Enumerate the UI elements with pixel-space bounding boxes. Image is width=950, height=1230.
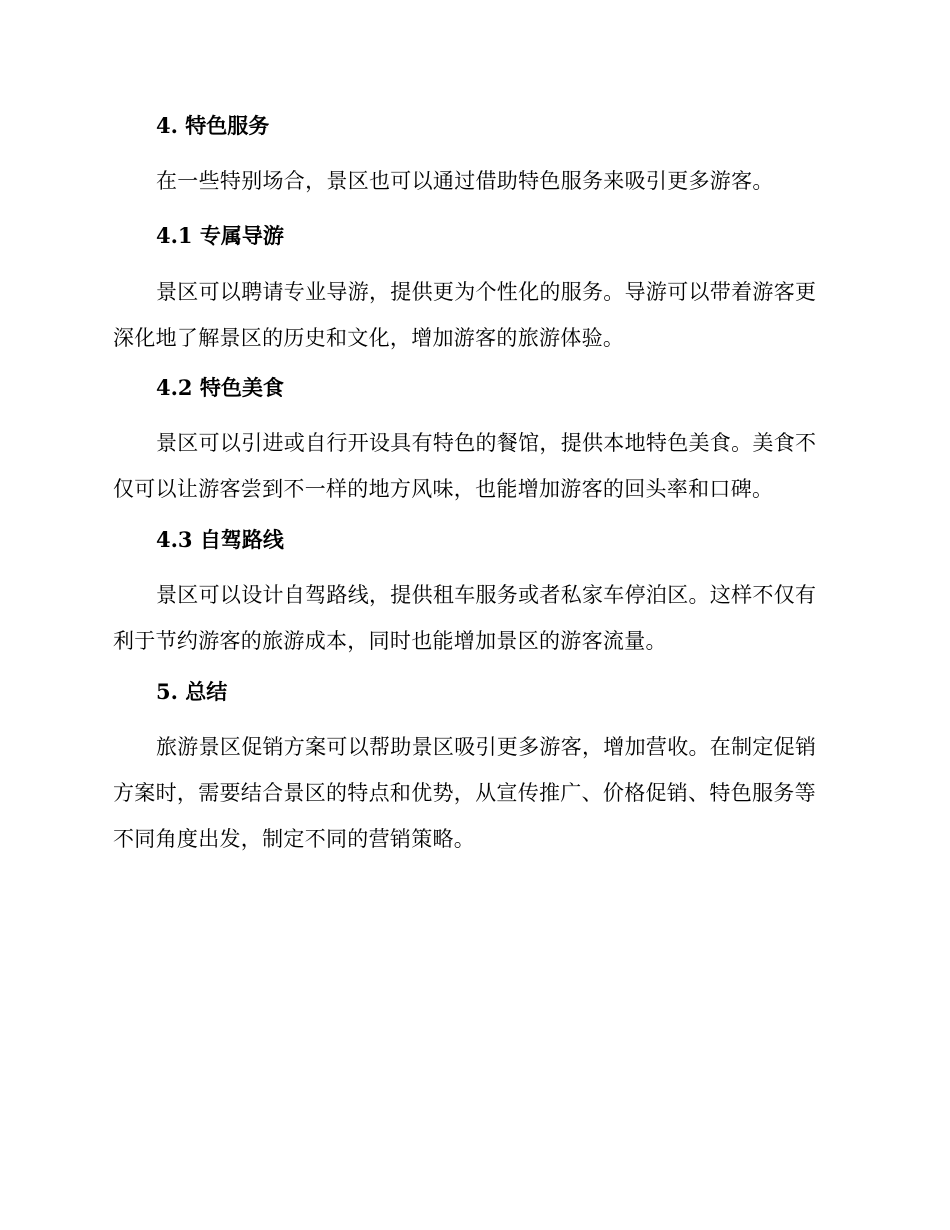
section-paragraph-exclusive-guide: 景区可以聘请专业导游，提供更为个性化的服务。导游可以带着游客更深化地了解景区的历史和文化，增加游客的旅游体验。 xyxy=(113,280,817,350)
section-paragraph-self-drive-route: 景区可以设计自驾路线，提供租车服务或者私家车停泊区。这样不仅有利于节约游客的旅游成本，同时也能增加景区的游客流量。 xyxy=(113,583,817,653)
section-heading-special-food: 4.2 特色美食 xyxy=(156,375,284,400)
section-heading-self-drive-route: 4.3 自驾路线 xyxy=(156,527,284,552)
section-paragraph-summary: 旅游景区促销方案可以帮助景区吸引更多游客，增加营收。在制定促销方案时，需要结合景区的特点和优势，从宣传推广、价格促销、特色服务等不同角度出发，制定不同的营销策略。 xyxy=(113,735,817,851)
section-heading-special-services: 4. 特色服务 xyxy=(156,113,270,138)
section-heading-summary: 5. 总结 xyxy=(156,679,228,704)
section-paragraph-special-services: 在一些特别场合，景区也可以通过借助特色服务来吸引更多游客。 xyxy=(156,169,774,193)
section-paragraph-special-food: 景区可以引进或自行开设具有特色的餐馆，提供本地特色美食。美食不仅可以让游客尝到不一样的地方风味，也能增加游客的回头率和口碑。 xyxy=(113,431,817,501)
section-heading-exclusive-guide: 4.1 专属导游 xyxy=(156,223,284,248)
